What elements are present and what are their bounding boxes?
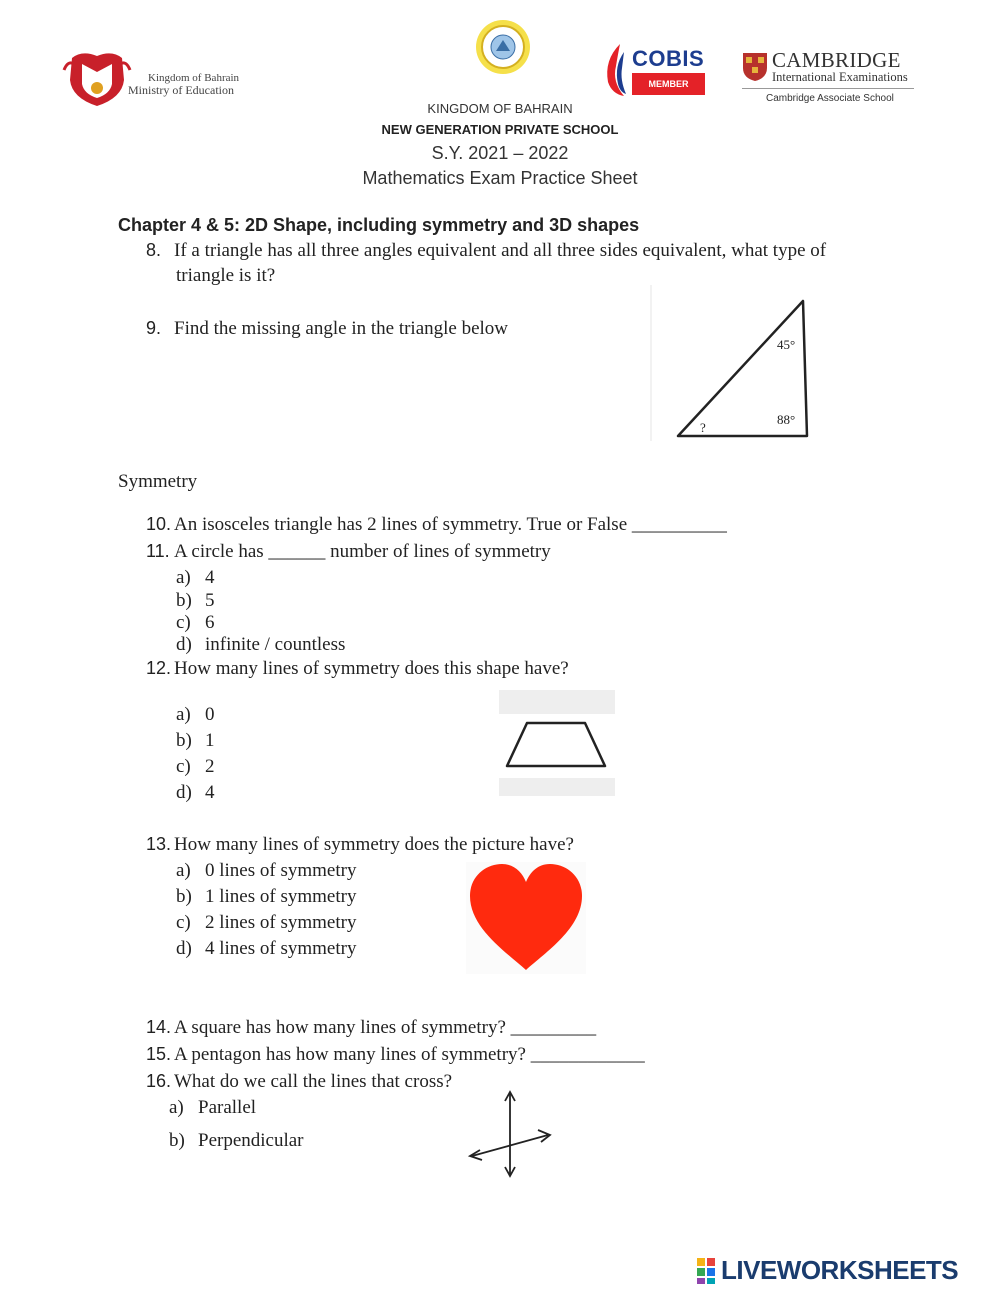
option-text: Parallel	[198, 1097, 257, 1118]
question-15	[146, 1044, 645, 1066]
q13-option-b[interactable]	[176, 886, 356, 908]
option-label: d)	[176, 938, 192, 959]
option-text: infinite / countless	[205, 634, 346, 655]
cambridge-name: CAMBRIDGE	[772, 48, 901, 72]
q11-option-b[interactable]	[176, 590, 215, 612]
cobis-name: COBIS	[632, 46, 705, 71]
angle-label-unknown: ?	[700, 420, 706, 435]
question-text: If a triangle has all three angles equivalent and all three sides equivalent, what type of	[174, 240, 827, 261]
section-symmetry: Symmetry	[118, 471, 198, 492]
question-text: What do we call the lines that cross?	[174, 1071, 453, 1092]
option-text: 2	[205, 756, 215, 777]
angle-label-45: 45°	[777, 337, 796, 352]
option-label: d)	[176, 782, 192, 803]
heart-figure	[466, 862, 586, 974]
option-text: 4	[205, 567, 215, 588]
school-year: S.Y. 2021 – 2022	[431, 143, 569, 163]
question-number: 8.	[146, 240, 162, 260]
school-seal-icon	[472, 18, 534, 76]
option-label: d)	[176, 634, 192, 655]
question-10	[146, 514, 727, 536]
question-11	[146, 541, 551, 563]
q11-option-c[interactable]	[176, 612, 215, 634]
q12-option-c[interactable]	[176, 756, 215, 778]
q11-option-a[interactable]	[176, 567, 215, 589]
crossing-lines-figure	[462, 1088, 558, 1180]
cambridge-shield-icon	[742, 52, 768, 82]
question-number: 9.	[146, 318, 162, 338]
cambridge-tagline: Cambridge Associate School	[766, 93, 894, 104]
option-text: 0	[205, 704, 215, 725]
country-title: KINGDOM OF BAHRAIN	[427, 101, 573, 116]
q13-option-d[interactable]	[176, 938, 356, 960]
q12-option-b[interactable]	[176, 730, 215, 752]
option-text: 4 lines of symmetry	[205, 938, 357, 959]
option-label: b)	[176, 886, 192, 907]
school-seal-logo	[472, 18, 534, 81]
question-text: An isosceles triangle has 2 lines of symmetry. True or False __________	[174, 514, 727, 535]
q11-option-d[interactable]	[176, 634, 345, 656]
chapter-title: Chapter 4 & 5: 2D Shape, including symmetry and 3D shapes	[118, 215, 640, 235]
trapezoid-figure	[499, 690, 615, 796]
question-9	[146, 318, 508, 340]
liveworksheets-text: LIVEWORKSHEETS	[721, 1255, 959, 1285]
option-text: Perpendicular	[198, 1130, 304, 1151]
question-number: 16.	[146, 1071, 172, 1091]
ministry-line1: Kingdom of Bahrain	[148, 72, 240, 84]
option-label: a)	[176, 704, 191, 725]
liveworksheets-brand[interactable]	[697, 1256, 997, 1286]
q12-option-a[interactable]	[176, 704, 215, 726]
question-text: A circle has ______ number of lines of symmetry	[174, 541, 551, 562]
liveworksheets-logo-icon	[697, 1256, 723, 1286]
question-number: 12.	[146, 658, 172, 678]
question-text: How many lines of symmetry does this shape have?	[174, 658, 569, 679]
option-label: b)	[169, 1130, 185, 1151]
question-number: 15.	[146, 1044, 172, 1064]
ministry-emblem-icon	[62, 50, 132, 108]
q16-option-b[interactable]	[169, 1130, 304, 1152]
question-text: Find the missing angle in the triangle below	[174, 318, 509, 339]
question-number: 11.	[146, 541, 170, 561]
q12-option-d[interactable]	[176, 782, 215, 804]
question-text: A pentagon has how many lines of symmetry? ____________	[174, 1044, 645, 1065]
q13-option-a[interactable]	[176, 860, 356, 882]
crossing-lines-icon	[462, 1088, 558, 1180]
option-label: a)	[169, 1097, 184, 1118]
option-text: 0 lines of symmetry	[205, 860, 357, 881]
heart-icon	[466, 862, 586, 974]
ministry-line2: Ministry of Education	[128, 83, 234, 97]
option-label: c)	[176, 912, 191, 933]
cobis-flag-icon	[602, 42, 628, 98]
q13-option-c[interactable]	[176, 912, 356, 934]
question-14	[146, 1017, 596, 1039]
question-text: A square has how many lines of symmetry? _________	[174, 1017, 597, 1038]
question-text: How many lines of symmetry does the picture have?	[174, 834, 574, 855]
option-label: a)	[176, 860, 191, 881]
question-16	[146, 1071, 452, 1093]
option-label: c)	[176, 612, 191, 633]
cambridge-logo	[742, 50, 917, 108]
question-number: 10.	[146, 514, 172, 534]
school-name: NEW GENERATION PRIVATE SCHOOL	[381, 122, 619, 137]
question-number: 14.	[146, 1017, 172, 1037]
option-text: 5	[205, 590, 215, 611]
option-label: b)	[176, 590, 192, 611]
option-text: 6	[205, 612, 215, 633]
question-13	[146, 834, 574, 856]
cobis-badge: MEMBER	[632, 73, 705, 95]
question-number: 13.	[146, 834, 172, 854]
option-label: b)	[176, 730, 192, 751]
cambridge-divider	[742, 88, 914, 89]
question-8	[146, 240, 826, 262]
angle-label-88: 88°	[777, 412, 796, 427]
cambridge-subtitle: International Examinations	[772, 70, 908, 84]
option-text: 4	[205, 782, 215, 803]
option-label: c)	[176, 756, 191, 777]
option-text: 1	[205, 730, 215, 751]
sheet-title: Mathematics Exam Practice Sheet	[362, 168, 638, 188]
question-12	[146, 658, 569, 680]
q16-option-a[interactable]	[169, 1097, 256, 1119]
question-8-continued: triangle is it?	[176, 265, 276, 286]
option-label: a)	[176, 567, 191, 588]
option-text: 1 lines of symmetry	[205, 886, 357, 907]
triangle-figure	[650, 283, 820, 445]
cobis-logo	[602, 42, 706, 98]
trapezoid-shape	[499, 690, 615, 796]
option-text: 2 lines of symmetry	[205, 912, 357, 933]
